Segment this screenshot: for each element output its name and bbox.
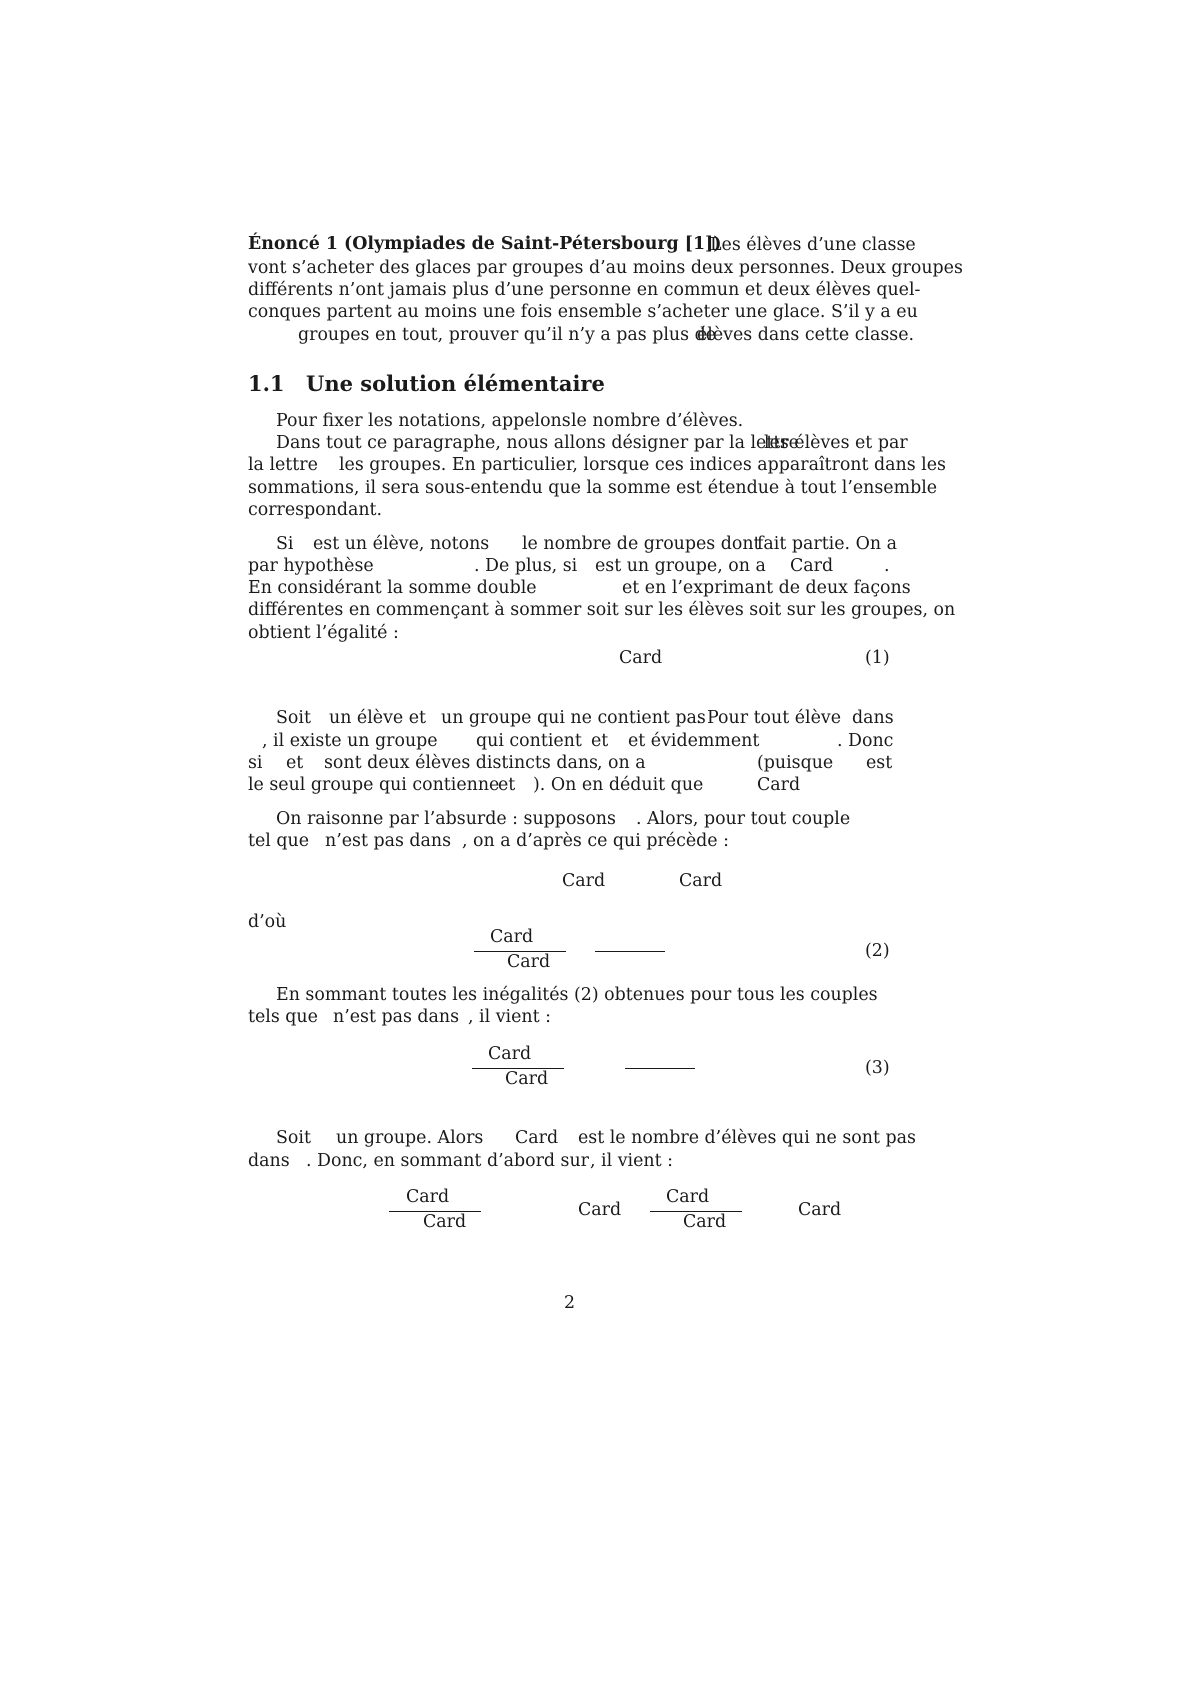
eq2-denominator: Card [507,952,551,972]
para3-l4: différentes en commençant à sommer soit sur les élèves soit sur les groupes, on [248,600,956,620]
eq2-numerator: Card [490,927,534,947]
para3-l1-0: Si [276,534,294,554]
eq3-denominator: Card [505,1069,549,1089]
para4-l3-5: est [866,753,893,773]
para2-line2-b: les groupes. En particulier, lorsque ces indices apparaîtront dans les [339,455,946,475]
para7-l2-1: . Donc, en sommant d’abord sur [306,1151,589,1171]
para6-l2-0: tels que [248,1007,318,1027]
dou-text: d’où [248,912,287,932]
para3-l3-0: En considérant la somme double [248,578,537,598]
para3-l5: obtient l’égalité : [248,623,399,643]
para4-l4-0: le seul groupe qui contienne [248,775,500,795]
para4-l1-2: un groupe qui ne contient pas [441,708,706,728]
para4-l4-2: ). On en déduit que [533,775,704,795]
para4-l3-2: sont deux élèves distincts dans [324,753,598,773]
para7-l1-0: Soit [276,1128,311,1148]
para4-l1-3: . Pour tout élève [696,708,842,728]
para2-line2-a: la lettre [248,455,318,475]
statement-line-4: conques partent au moins une fois ensemble s’acheter une glace. S’il y a eu [248,302,918,322]
para4-l2-0: , il existe un groupe [262,731,438,751]
para2-line1-a: Dans tout ce paragraphe, nous allons désigner par la lettre [276,433,799,453]
eq1-number: (1) [865,648,890,668]
para3-l3-1: et en l’exprimant de deux façons [622,578,911,598]
para3-l1-2: le nombre de groupes dont [522,534,761,554]
para6-l2-2: , il vient : [468,1007,551,1027]
page-number: 2 [564,1293,576,1313]
para4-l2-2: et [591,731,609,751]
eq3-number: (3) [865,1058,890,1078]
para2-line4: correspondant. [248,500,383,520]
eq4-card-end: Card [798,1200,842,1220]
eq1-card: Card [619,648,663,668]
para3-l2-1: . De plus, si [474,556,578,576]
statement-line-5a: groupes en tout, prouver qu’il n’y a pas plus de [298,325,717,345]
section-title: Une solution élémentaire [306,371,605,396]
para5-l2-1: n’est pas dans [325,831,452,851]
para7-l1-2: Card [515,1128,559,1148]
para1-text-a: Pour fixer les notations, appelons [276,411,571,431]
para5-l1-1: . Alors, pour tout couple [636,809,851,829]
eq4-frac1-denominator: Card [423,1212,467,1232]
statement-line-2: vont s’acheter des glaces par groupes d’au moins deux personnes. Deux groupes [248,258,963,278]
statement-line-1: Les élèves d’une classe [710,235,916,255]
para7-l1-1: un groupe. Alors [336,1128,484,1148]
para5-l2-0: tel que [248,831,309,851]
para2-line1-b: les élèves et par [764,433,908,453]
para4-l2-1: qui contient [476,731,582,751]
para4-l3-4: (puisque [757,753,834,773]
statement-line-5b: élèves dans cette classe. [697,325,915,345]
para3-l1-3: fait partie. On a [757,534,897,554]
para7-l1-3: est le nombre d’élèves qui ne sont pas [578,1128,916,1148]
para7-l2-0: dans [248,1151,290,1171]
eq4-frac2-numerator: Card [666,1187,710,1207]
para4-l4-3: Card [757,775,801,795]
section-number: 1.1 [248,371,285,396]
para5-l2-2: , on a d’après ce qui précède : [462,831,729,851]
para4-l2-4: . Donc [837,731,894,751]
eq2-fraction-bar-2 [595,951,665,952]
para3-l2-2: est un groupe, on a [595,556,766,576]
para4-l1-4: dans [852,708,894,728]
para1-text-b: le nombre d’élèves. [571,411,744,431]
para3-l2-4: . [884,556,890,576]
statement-title: Énoncé 1 (Olympiades de Saint-Pétersbourg [1]) [248,234,722,254]
para4-l2-3: et évidemment [628,731,760,751]
statement-line-3: différents n’ont jamais plus d’une personne en commun et deux élèves quel- [248,280,921,300]
para4-l3-3: , on a [597,753,646,773]
para4-l1-0: Soit [276,708,311,728]
eq3-numerator: Card [488,1044,532,1064]
para3-l2-0: par hypothèse [248,556,374,576]
para7-l2-2: , il vient : [590,1151,673,1171]
eq4-frac2-denominator: Card [683,1212,727,1232]
para4-l3-0: si [248,753,263,773]
para6-l2-1: n’est pas dans [333,1007,460,1027]
para4-l4-1: et [498,775,516,795]
para3-l1-1: est un élève, notons [313,534,490,554]
ineq-card-1: Card [562,871,606,891]
para3-l2-3: Card [790,556,834,576]
para2-line3: sommations, il sera sous-entendu que la somme est étendue à tout l’ensemble [248,478,938,498]
para6-l1: En sommant toutes les inégalités (2) obtenues pour tous les couples [276,985,878,1005]
para4-l3-1: et [286,753,304,773]
eq4-frac1-numerator: Card [406,1187,450,1207]
para5-l1-0: On raisonne par l’absurde : supposons [276,809,616,829]
eq3-fraction-bar-2 [625,1068,695,1069]
para4-l1-1: un élève et [329,708,426,728]
ineq-card-2: Card [679,871,723,891]
eq4-card-mid: Card [578,1200,622,1220]
eq2-number: (2) [865,941,890,961]
